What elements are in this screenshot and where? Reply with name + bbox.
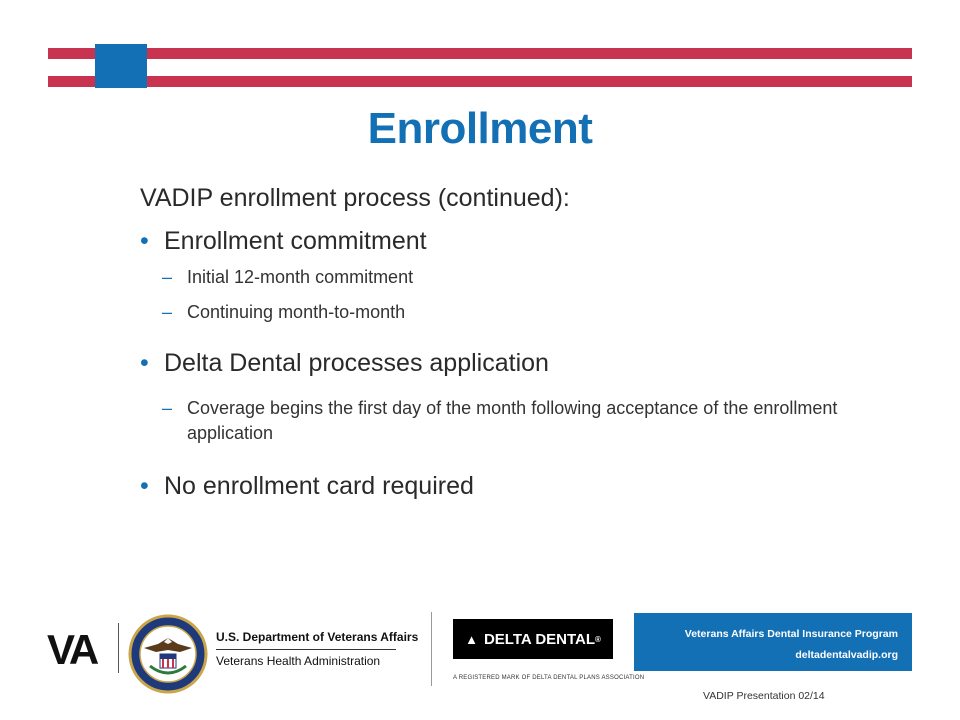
- program-name: Veterans Affairs Dental Insurance Program: [684, 628, 898, 640]
- subitem-text: Initial 12-month commitment: [187, 267, 414, 287]
- header-stripe-top: [48, 48, 912, 59]
- delta-dental-wordmark: DELTA DENTAL: [483, 630, 596, 648]
- dept-name: U.S. Department of Veterans Affairs: [216, 630, 419, 644]
- bullet-text: Enrollment commitment: [164, 227, 427, 255]
- dash-icon: –: [162, 267, 173, 287]
- header-stripe-bottom: [48, 76, 912, 87]
- subitem-month-to-month: [162, 300, 912, 325]
- presentation-label: VADIP Presentation 02/14: [703, 690, 825, 702]
- dash-icon: –: [162, 302, 173, 322]
- delta-triangle-icon: ▲: [465, 631, 478, 647]
- dash-icon: –: [162, 398, 173, 418]
- bullet-icon: •: [140, 472, 149, 500]
- subitem-coverage-begins: [162, 396, 912, 446]
- program-info-box: [634, 613, 912, 671]
- dept-subname: Veterans Health Administration: [216, 654, 381, 668]
- slide-intro: VADIP enrollment process (continued):: [140, 184, 570, 212]
- bullet-delta-dental-processes: [140, 349, 549, 378]
- bullet-enrollment-commitment: [140, 227, 427, 256]
- footer-divider: [118, 623, 119, 673]
- bullet-text: Delta Dental processes application: [164, 349, 549, 377]
- footer-divider: [431, 612, 432, 686]
- bullet-icon: •: [140, 349, 149, 377]
- bullet-text: No enrollment card required: [164, 472, 474, 500]
- va-logo: VA: [47, 626, 97, 673]
- dept-rule: [216, 649, 396, 650]
- header-blue-square: [95, 44, 147, 88]
- delta-dental-tagline: A REGISTERED MARK OF DELTA DENTAL PLANS ASSOCIATION: [453, 675, 645, 681]
- delta-dental-logo: [453, 619, 613, 659]
- slide-title: Enrollment: [367, 104, 593, 153]
- bullet-no-enrollment-card: [140, 472, 474, 501]
- subitem-initial-commitment: [162, 265, 912, 290]
- registered-mark: ®: [595, 634, 601, 644]
- va-seal-icon: [128, 614, 208, 694]
- program-url: deltadentalvadip.org: [795, 649, 898, 661]
- bullet-icon: •: [140, 227, 149, 255]
- subitem-text: Coverage begins the first day of the month following acceptance of the enrollment application: [187, 398, 838, 443]
- subitem-text: Continuing month-to-month: [187, 302, 406, 322]
